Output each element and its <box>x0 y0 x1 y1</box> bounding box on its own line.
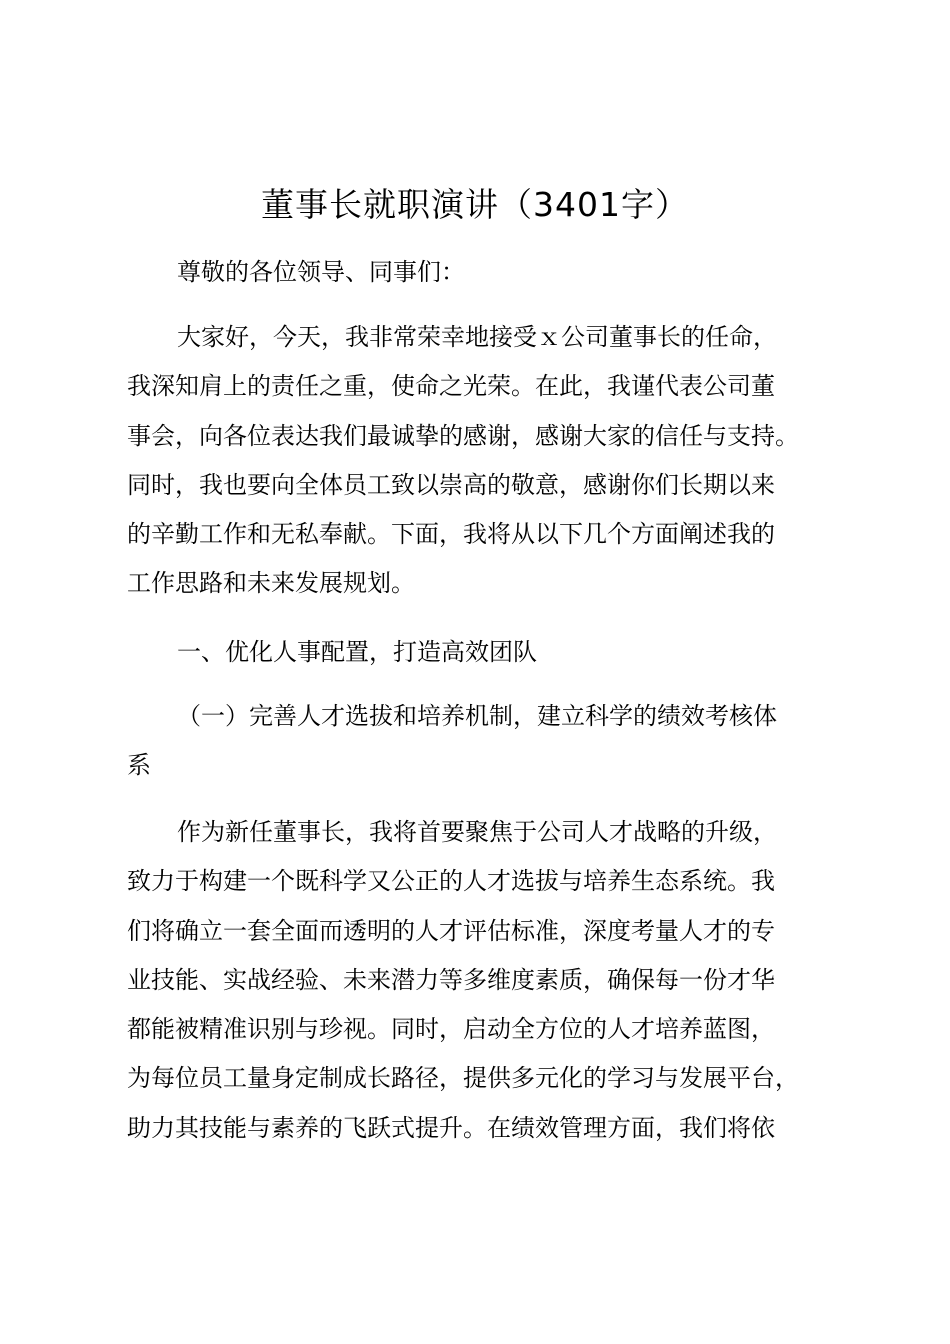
intro-line-1: 大家好，今天，我非常荣幸地接受ｘ公司董事长的任命， <box>177 323 777 351</box>
intro-line-2: 我深知肩上的责任之重，使命之光荣。在此，我谨代表公司董 <box>127 372 775 401</box>
body-line-5: 都能被精准识别与珍视。同时，启动全方位的人才培养蓝图， <box>127 1015 775 1044</box>
body-line-7: 助力其技能与素养的飞跃式提升。在绩效管理方面，我们将依 <box>127 1113 775 1142</box>
body-line-6: 为每位员工量身定制成长路径，提供多元化的学习与发展平台， <box>127 1064 799 1093</box>
intro-paragraph <box>127 313 847 609</box>
intro-line-4: 同时，我也要向全体员工致以崇高的敬意，感谢你们长期以来 <box>127 470 775 499</box>
body-line-4: 业技能、实战经验、未来潜力等多维度素质，确保每一份才华 <box>127 965 775 994</box>
section-heading-1 <box>127 628 847 677</box>
intro-line-3: 事会，向各位表达我们最诚挚的感谢，感谢大家的信任与支持。 <box>127 421 799 450</box>
body-line-2: 致力于构建一个既科学又公正的人才选拔与培养生态系统。我 <box>127 867 775 896</box>
body-paragraph-1 <box>127 808 847 1153</box>
section-heading-1-text: 一、优化人事配置，打造高效团队 <box>177 638 537 666</box>
subsection-heading-line-2: 系 <box>127 751 151 780</box>
subsection-heading-line-1: （一）完善人才选拔和培养机制，建立科学的绩效考核体 <box>177 702 777 730</box>
greeting-line: 尊敬的各位领导、同事们： <box>177 258 465 286</box>
subsection-heading-1-1 <box>127 692 847 791</box>
intro-line-6: 工作思路和未来发展规划。 <box>127 569 415 598</box>
document-title: 董事长就职演讲（3401字） <box>261 185 689 224</box>
body-line-1: 作为新任董事长，我将首要聚焦于公司人才战略的升级， <box>177 818 777 846</box>
greeting-paragraph <box>127 248 847 297</box>
intro-line-5: 的辛勤工作和无私奉献。下面，我将从以下几个方面阐述我的 <box>127 520 775 549</box>
body-line-3: 们将确立一套全面而透明的人才评估标准，深度考量人才的专 <box>127 916 775 945</box>
